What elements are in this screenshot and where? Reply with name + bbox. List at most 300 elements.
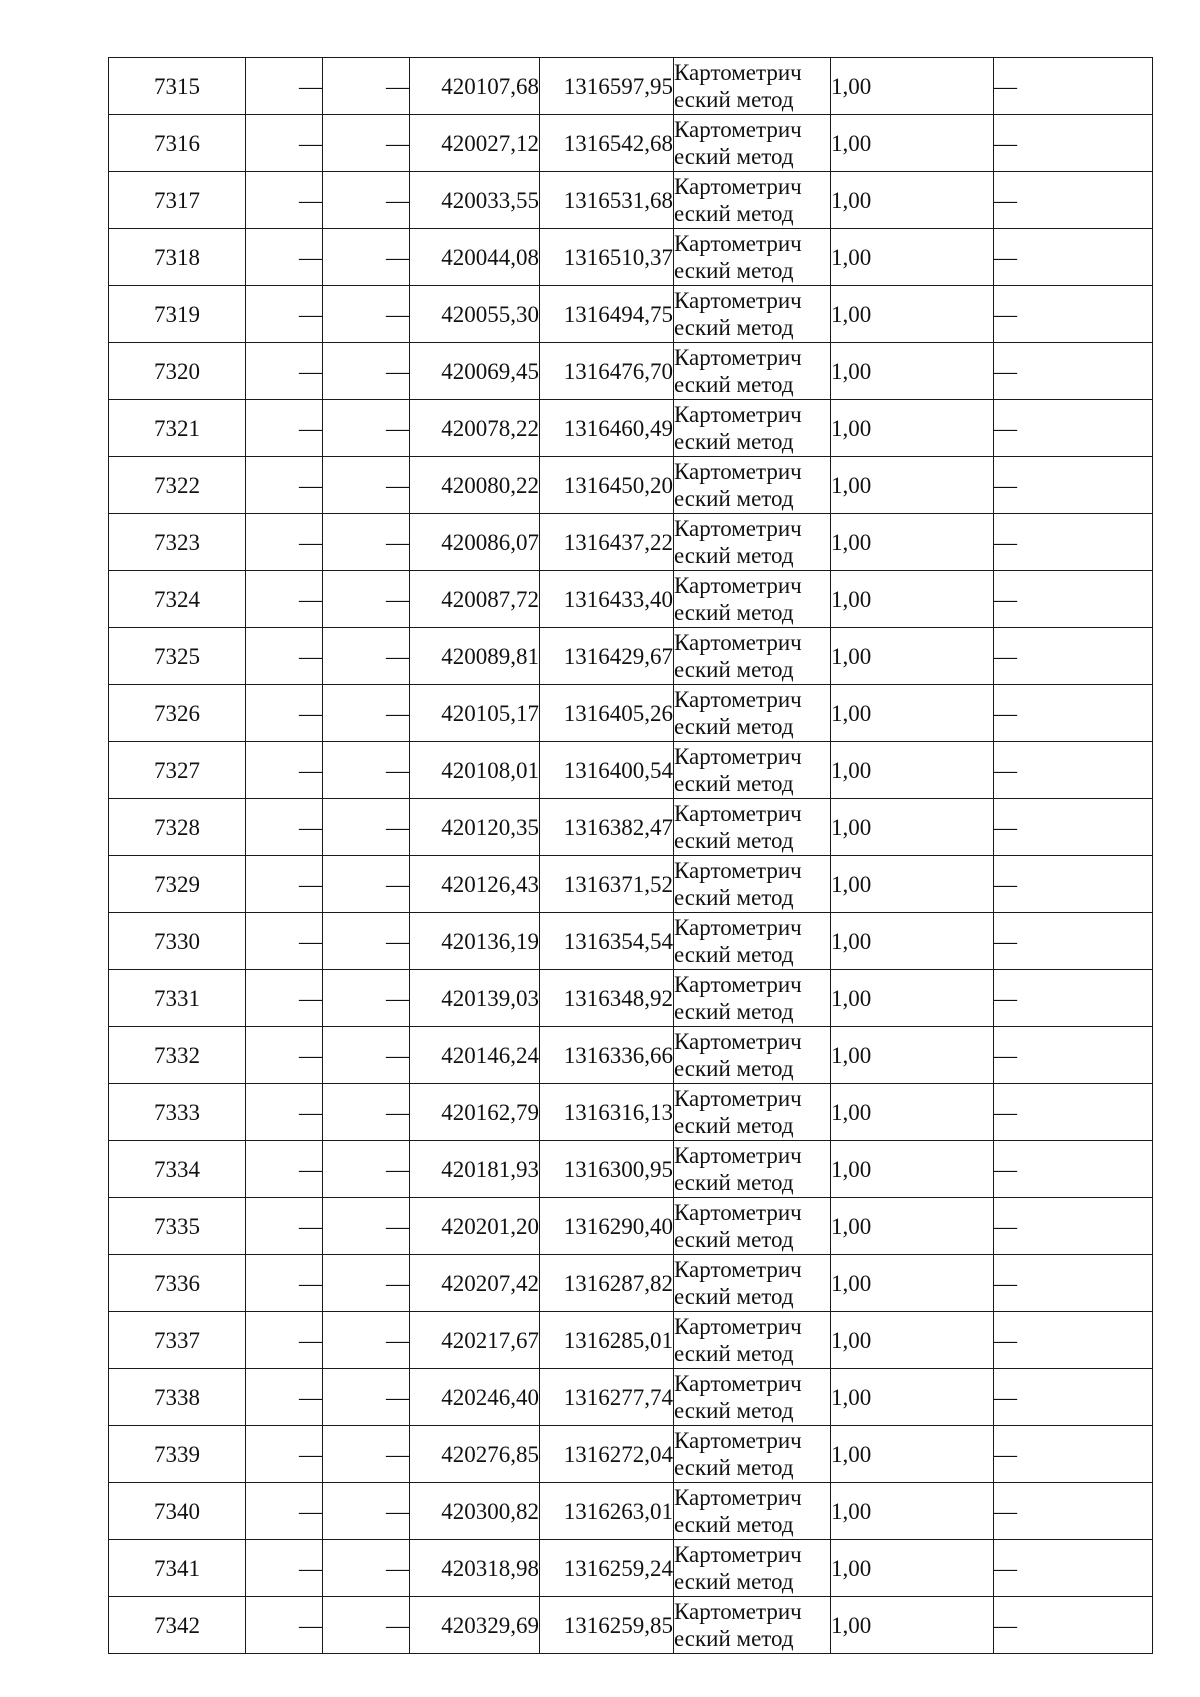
method-text-line-1: Картометрич [674,801,802,826]
method-text-line-1: Картометрич [674,573,802,598]
method-text-line-2: еский метод [674,1170,794,1195]
method-cell [674,1084,831,1141]
method-cell [674,1540,831,1597]
y-coordinate-cell: 1316437,22 [540,514,674,571]
point-number-cell: 7323 [109,514,246,571]
method-cell [674,172,831,229]
point-number-cell: 7324 [109,571,246,628]
method-cell [674,343,831,400]
empty-dash-cell: — [994,742,1153,799]
y-coordinate-cell: 1316450,20 [540,457,674,514]
empty-dash-cell: — [994,1483,1153,1540]
empty-dash-cell: — [323,1483,410,1540]
accuracy-cell: 1,00 [831,856,994,913]
method-text-line-2: еский метод [674,1056,794,1081]
empty-dash-cell: — [246,1141,323,1198]
method-cell [674,115,831,172]
x-coordinate-cell: 420107,68 [410,58,540,115]
method-text-line-1: Картометрич [674,1086,802,1111]
accuracy-cell: 1,00 [831,514,994,571]
table-row [109,1312,1153,1369]
accuracy-cell: 1,00 [831,742,994,799]
point-number-cell: 7320 [109,343,246,400]
point-number-cell: 7333 [109,1084,246,1141]
table-row [109,1198,1153,1255]
accuracy-cell: 1,00 [831,1255,994,1312]
y-coordinate-cell: 1316494,75 [540,286,674,343]
table-row [109,856,1153,913]
accuracy-cell: 1,00 [831,628,994,685]
accuracy-cell: 1,00 [831,571,994,628]
empty-dash-cell: — [246,343,323,400]
accuracy-cell: 1,00 [831,685,994,742]
empty-dash-cell: — [246,685,323,742]
method-text-line-1: Картометрич [674,630,802,655]
empty-dash-cell: — [246,172,323,229]
point-number-cell: 7328 [109,799,246,856]
y-coordinate-cell: 1316272,04 [540,1426,674,1483]
empty-dash-cell: — [323,457,410,514]
method-cell [674,1198,831,1255]
method-text-line-1: Картометрич [674,288,802,313]
method-cell [674,1369,831,1426]
x-coordinate-cell: 420055,30 [410,286,540,343]
x-coordinate-cell: 420078,22 [410,400,540,457]
method-text-line-2: еский метод [674,771,794,796]
x-coordinate-cell: 420139,03 [410,970,540,1027]
method-text-line-2: еский метод [674,258,794,283]
point-number-cell: 7334 [109,1141,246,1198]
method-text-line-2: еский метод [674,144,794,169]
empty-dash-cell: — [994,286,1153,343]
table-row [109,457,1153,514]
method-cell [674,571,831,628]
empty-dash-cell: — [323,1084,410,1141]
y-coordinate-cell: 1316531,68 [540,172,674,229]
table-row [109,1141,1153,1198]
empty-dash-cell: — [246,1027,323,1084]
empty-dash-cell: — [323,628,410,685]
empty-dash-cell: — [323,1312,410,1369]
empty-dash-cell: — [994,1426,1153,1483]
point-number-cell: 7327 [109,742,246,799]
method-text-line-2: еский метод [674,486,794,511]
x-coordinate-cell: 420044,08 [410,229,540,286]
point-number-cell: 7321 [109,400,246,457]
accuracy-cell: 1,00 [831,799,994,856]
point-number-cell: 7315 [109,58,246,115]
x-coordinate-cell: 420033,55 [410,172,540,229]
x-coordinate-cell: 420105,17 [410,685,540,742]
empty-dash-cell: — [994,571,1153,628]
x-coordinate-cell: 420089,81 [410,628,540,685]
accuracy-cell: 1,00 [831,1027,994,1084]
method-text-line-2: еский метод [674,942,794,967]
y-coordinate-cell: 1316290,40 [540,1198,674,1255]
y-coordinate-cell: 1316285,01 [540,1312,674,1369]
x-coordinate-cell: 420217,67 [410,1312,540,1369]
method-text-line-2: еский метод [674,885,794,910]
empty-dash-cell: — [994,970,1153,1027]
method-cell [674,628,831,685]
empty-dash-cell: — [994,856,1153,913]
x-coordinate-cell: 420108,01 [410,742,540,799]
coordinates-table [108,57,1153,1654]
method-cell [674,1255,831,1312]
method-text-line-2: еский метод [674,1341,794,1366]
table-row [109,799,1153,856]
empty-dash-cell: — [246,229,323,286]
point-number-cell: 7330 [109,913,246,970]
method-text-line-2: еский метод [674,1398,794,1423]
point-number-cell: 7326 [109,685,246,742]
y-coordinate-cell: 1316371,52 [540,856,674,913]
accuracy-cell: 1,00 [831,1312,994,1369]
accuracy-cell: 1,00 [831,1198,994,1255]
empty-dash-cell: — [246,1426,323,1483]
table-row [109,343,1153,400]
method-cell [674,1141,831,1198]
method-text-line-1: Картометрич [674,117,802,142]
accuracy-cell: 1,00 [831,1540,994,1597]
point-number-cell: 7338 [109,1369,246,1426]
empty-dash-cell: — [994,1369,1153,1426]
method-cell [674,913,831,970]
empty-dash-cell: — [994,115,1153,172]
point-number-cell: 7322 [109,457,246,514]
empty-dash-cell: — [994,172,1153,229]
y-coordinate-cell: 1316597,95 [540,58,674,115]
accuracy-cell: 1,00 [831,970,994,1027]
method-text-line-2: еский метод [674,315,794,340]
y-coordinate-cell: 1316382,47 [540,799,674,856]
method-text-line-2: еский метод [674,543,794,568]
method-text-line-2: еский метод [674,372,794,397]
empty-dash-cell: — [323,343,410,400]
method-text-line-1: Картометрич [674,1599,802,1624]
empty-dash-cell: — [994,1255,1153,1312]
method-text-line-2: еский метод [674,1284,794,1309]
method-text-line-1: Картометрич [674,1428,802,1453]
empty-dash-cell: — [994,400,1153,457]
method-cell [674,1597,831,1654]
point-number-cell: 7332 [109,1027,246,1084]
y-coordinate-cell: 1316405,26 [540,685,674,742]
table-row [109,58,1153,115]
point-number-cell: 7319 [109,286,246,343]
method-cell [674,400,831,457]
method-text-line-1: Картометрич [674,459,802,484]
method-text-line-1: Картометрич [674,516,802,541]
y-coordinate-cell: 1316354,54 [540,913,674,970]
empty-dash-cell: — [323,1369,410,1426]
method-cell [674,286,831,343]
y-coordinate-cell: 1316336,66 [540,1027,674,1084]
y-coordinate-cell: 1316259,85 [540,1597,674,1654]
point-number-cell: 7339 [109,1426,246,1483]
empty-dash-cell: — [323,115,410,172]
y-coordinate-cell: 1316400,54 [540,742,674,799]
x-coordinate-cell: 420318,98 [410,1540,540,1597]
empty-dash-cell: — [246,286,323,343]
accuracy-cell: 1,00 [831,1369,994,1426]
table-row [109,1084,1153,1141]
accuracy-cell: 1,00 [831,229,994,286]
accuracy-cell: 1,00 [831,457,994,514]
method-text-line-1: Картометрич [674,1371,802,1396]
empty-dash-cell: — [323,1426,410,1483]
y-coordinate-cell: 1316277,74 [540,1369,674,1426]
method-text-line-1: Картометрич [674,1143,802,1168]
y-coordinate-cell: 1316348,92 [540,970,674,1027]
empty-dash-cell: — [246,400,323,457]
accuracy-cell: 1,00 [831,1597,994,1654]
x-coordinate-cell: 420027,12 [410,115,540,172]
empty-dash-cell: — [994,1027,1153,1084]
empty-dash-cell: — [246,799,323,856]
method-text-line-2: еский метод [674,714,794,739]
y-coordinate-cell: 1316429,67 [540,628,674,685]
x-coordinate-cell: 420201,20 [410,1198,540,1255]
empty-dash-cell: — [323,1540,410,1597]
point-number-cell: 7317 [109,172,246,229]
empty-dash-cell: — [994,913,1153,970]
empty-dash-cell: — [246,1369,323,1426]
x-coordinate-cell: 420080,22 [410,457,540,514]
method-text-line-1: Картометрич [674,402,802,427]
method-text-line-2: еский метод [674,1455,794,1480]
empty-dash-cell: — [246,571,323,628]
empty-dash-cell: — [246,913,323,970]
table-row [109,1426,1153,1483]
empty-dash-cell: — [246,856,323,913]
table-row [109,229,1153,286]
method-text-line-1: Картометрич [674,1542,802,1567]
empty-dash-cell: — [246,1198,323,1255]
method-cell [674,457,831,514]
empty-dash-cell: — [994,1084,1153,1141]
empty-dash-cell: — [994,1540,1153,1597]
empty-dash-cell: — [246,58,323,115]
method-text-line-2: еский метод [674,600,794,625]
method-text-line-1: Картометрич [674,687,802,712]
accuracy-cell: 1,00 [831,172,994,229]
y-coordinate-cell: 1316316,13 [540,1084,674,1141]
x-coordinate-cell: 420162,79 [410,1084,540,1141]
point-number-cell: 7318 [109,229,246,286]
y-coordinate-cell: 1316259,24 [540,1540,674,1597]
accuracy-cell: 1,00 [831,913,994,970]
x-coordinate-cell: 420207,42 [410,1255,540,1312]
method-text-line-2: еский метод [674,201,794,226]
point-number-cell: 7342 [109,1597,246,1654]
method-text-line-1: Картометрич [674,1314,802,1339]
method-text-line-2: еский метод [674,429,794,454]
table-row [109,628,1153,685]
x-coordinate-cell: 420136,19 [410,913,540,970]
table-row [109,514,1153,571]
method-text-line-1: Картометрич [674,174,802,199]
empty-dash-cell: — [323,514,410,571]
y-coordinate-cell: 1316287,82 [540,1255,674,1312]
accuracy-cell: 1,00 [831,1084,994,1141]
empty-dash-cell: — [323,571,410,628]
table-row [109,400,1153,457]
table-body [109,58,1153,1654]
table-row [109,115,1153,172]
method-cell [674,970,831,1027]
method-text-line-2: еский метод [674,657,794,682]
table-row [109,1483,1153,1540]
accuracy-cell: 1,00 [831,1483,994,1540]
empty-dash-cell: — [246,1483,323,1540]
point-number-cell: 7325 [109,628,246,685]
table-row [109,970,1153,1027]
method-cell [674,856,831,913]
accuracy-cell: 1,00 [831,115,994,172]
method-text-line-1: Картометрич [674,915,802,940]
accuracy-cell: 1,00 [831,58,994,115]
method-text-line-1: Картометрич [674,972,802,997]
empty-dash-cell: — [323,742,410,799]
point-number-cell: 7340 [109,1483,246,1540]
method-text-line-1: Картометрич [674,231,802,256]
empty-dash-cell: — [246,457,323,514]
point-number-cell: 7329 [109,856,246,913]
y-coordinate-cell: 1316263,01 [540,1483,674,1540]
point-number-cell: 7336 [109,1255,246,1312]
empty-dash-cell: — [246,1255,323,1312]
table-row [109,172,1153,229]
point-number-cell: 7331 [109,970,246,1027]
method-text-line-1: Картометрич [674,744,802,769]
y-coordinate-cell: 1316476,70 [540,343,674,400]
empty-dash-cell: — [994,1198,1153,1255]
method-text-line-1: Картометрич [674,1257,802,1282]
x-coordinate-cell: 420300,82 [410,1483,540,1540]
empty-dash-cell: — [323,400,410,457]
point-number-cell: 7335 [109,1198,246,1255]
x-coordinate-cell: 420276,85 [410,1426,540,1483]
x-coordinate-cell: 420329,69 [410,1597,540,1654]
y-coordinate-cell: 1316542,68 [540,115,674,172]
empty-dash-cell: — [323,172,410,229]
empty-dash-cell: — [246,514,323,571]
method-cell [674,685,831,742]
method-text-line-2: еский метод [674,1227,794,1252]
method-cell [674,514,831,571]
method-cell [674,799,831,856]
method-cell [674,229,831,286]
table-row [109,1255,1153,1312]
accuracy-cell: 1,00 [831,1426,994,1483]
empty-dash-cell: — [994,1597,1153,1654]
empty-dash-cell: — [323,1141,410,1198]
table-row [109,742,1153,799]
empty-dash-cell: — [323,913,410,970]
method-text-line-2: еский метод [674,828,794,853]
method-text-line-2: еский метод [674,87,794,112]
method-cell [674,1312,831,1369]
empty-dash-cell: — [323,970,410,1027]
y-coordinate-cell: 1316510,37 [540,229,674,286]
table-row [109,286,1153,343]
y-coordinate-cell: 1316300,95 [540,1141,674,1198]
method-cell [674,58,831,115]
empty-dash-cell: — [994,457,1153,514]
empty-dash-cell: — [323,229,410,286]
table-row [109,1027,1153,1084]
empty-dash-cell: — [246,1084,323,1141]
empty-dash-cell: — [323,685,410,742]
empty-dash-cell: — [323,1027,410,1084]
empty-dash-cell: — [323,1198,410,1255]
empty-dash-cell: — [246,742,323,799]
empty-dash-cell: — [323,1255,410,1312]
empty-dash-cell: — [994,58,1153,115]
empty-dash-cell: — [246,1540,323,1597]
method-text-line-1: Картометрич [674,1029,802,1054]
x-coordinate-cell: 420246,40 [410,1369,540,1426]
method-cell [674,1426,831,1483]
x-coordinate-cell: 420069,45 [410,343,540,400]
x-coordinate-cell: 420181,93 [410,1141,540,1198]
method-text-line-1: Картометрич [674,858,802,883]
empty-dash-cell: — [246,970,323,1027]
empty-dash-cell: — [994,514,1153,571]
table-row [109,1369,1153,1426]
empty-dash-cell: — [246,1312,323,1369]
method-text-line-2: еский метод [674,1569,794,1594]
method-text-line-2: еский метод [674,1512,794,1537]
empty-dash-cell: — [246,628,323,685]
accuracy-cell: 1,00 [831,400,994,457]
x-coordinate-cell: 420086,07 [410,514,540,571]
x-coordinate-cell: 420120,35 [410,799,540,856]
empty-dash-cell: — [323,286,410,343]
empty-dash-cell: — [994,628,1153,685]
point-number-cell: 7316 [109,115,246,172]
method-text-line-2: еский метод [674,1626,794,1651]
table-row [109,571,1153,628]
empty-dash-cell: — [994,1312,1153,1369]
empty-dash-cell: — [323,799,410,856]
x-coordinate-cell: 420087,72 [410,571,540,628]
table-row [109,1597,1153,1654]
x-coordinate-cell: 420146,24 [410,1027,540,1084]
empty-dash-cell: — [323,58,410,115]
x-coordinate-cell: 420126,43 [410,856,540,913]
empty-dash-cell: — [246,1597,323,1654]
method-text-line-1: Картометрич [674,345,802,370]
method-cell [674,1483,831,1540]
method-text-line-1: Картометрич [674,1485,802,1510]
table-row [109,913,1153,970]
accuracy-cell: 1,00 [831,343,994,400]
method-text-line-1: Картометрич [674,1200,802,1225]
method-text-line-1: Картометрич [674,60,802,85]
accuracy-cell: 1,00 [831,1141,994,1198]
empty-dash-cell: — [994,343,1153,400]
method-text-line-2: еский метод [674,1113,794,1138]
method-cell [674,742,831,799]
accuracy-cell: 1,00 [831,286,994,343]
empty-dash-cell: — [323,856,410,913]
table-row [109,685,1153,742]
empty-dash-cell: — [323,1597,410,1654]
empty-dash-cell: — [246,115,323,172]
empty-dash-cell: — [994,229,1153,286]
